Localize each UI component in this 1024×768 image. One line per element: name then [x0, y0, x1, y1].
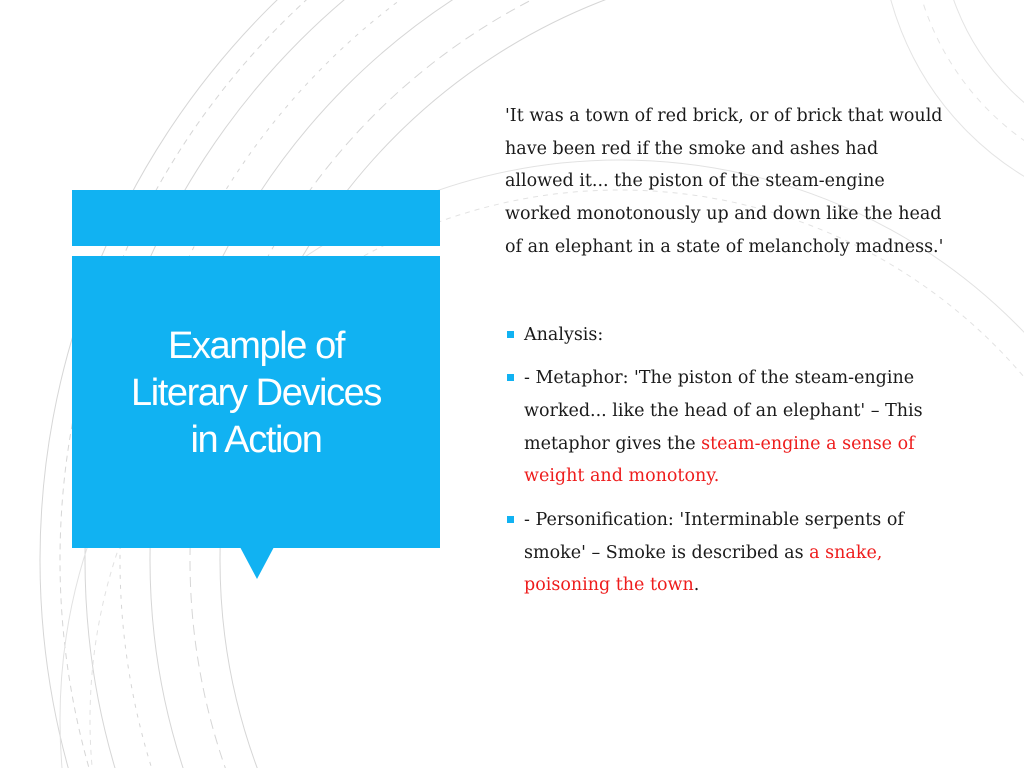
quote-text: 'It was a town of red brick, or of brick that would have been red if the smoke and ashes had allowed it... the piston of the steam-engine worked monotonously up and down like the head of an elephant in a state of melancholy madness.': [505, 106, 944, 257]
square-bullet-icon: [507, 374, 514, 381]
title-box: [72, 256, 440, 548]
bullet-item-analysis: [505, 319, 942, 352]
bullet-item-metaphor: [505, 362, 942, 493]
content-area: [505, 100, 955, 613]
bullet-text: - Metaphor: 'The piston of the steam-engine worked... like the head of an elephant' – This metaphor gives the: [524, 368, 923, 454]
bullet-highlight-text: a snake, poisoning the town: [524, 542, 883, 596]
title-pointer-triangle: [240, 547, 274, 579]
slide-title-line-3: in Action: [190, 418, 322, 461]
bullet-text: - Personification: 'Interminable serpents of smoke' – Smoke is described as: [524, 510, 904, 563]
slide-title-line-2: Literary Devices: [130, 371, 382, 414]
slide-title-line-1: Example of: [167, 324, 345, 367]
square-bullet-icon: [507, 331, 514, 338]
bullet-text: Analysis:: [524, 324, 604, 345]
bullet-list: [505, 319, 955, 603]
bullet-suffix-text: .: [693, 575, 700, 596]
bullet-item-personification: [505, 504, 942, 602]
square-bullet-icon: [507, 516, 514, 523]
slide-title: [106, 323, 406, 464]
bullet-highlight-text: steam-engine a sense of weight and monotony.: [524, 433, 915, 487]
accent-band: [72, 190, 440, 246]
